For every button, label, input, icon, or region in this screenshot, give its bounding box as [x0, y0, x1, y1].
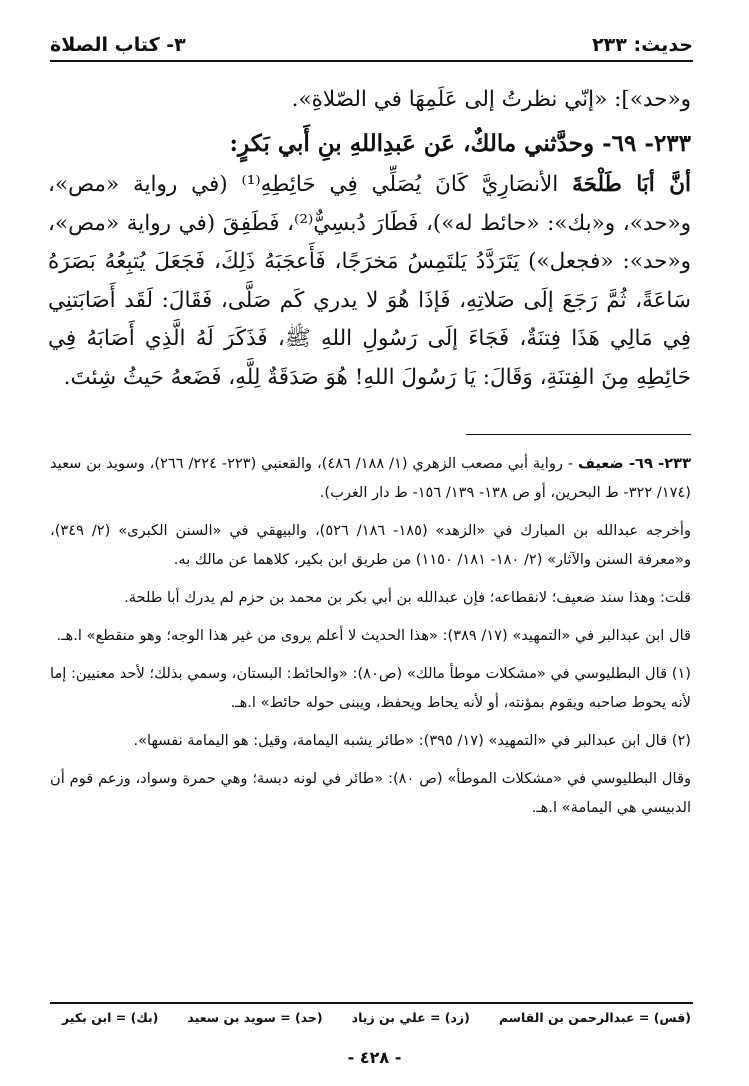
footnote-2: (٢) قال ابن عبدالبر في «التمهيد» (١٧/ ٣٩٥): «طائر يشبه اليمامة، وقيل: هو اليمامة نفسها».	[133, 732, 691, 749]
abbr-zd: (زد) = علي بن زياد	[351, 1010, 470, 1025]
footnote-separator	[466, 434, 691, 435]
hadith-heading: ٢٣٣- ٦٩- وحدَّثني مالكٌ، عَن عَبدِاللهِ بنِ أَبي بَكرٍ:	[229, 130, 691, 157]
intro-line: و«حد»]: «إنّي نظرتُ إلى عَلَمِهَا في الصّلاةِ».	[291, 87, 691, 112]
running-header	[50, 26, 693, 56]
takhrij-body: - رواية أبي مصعب الزهري (١/ ١٨٨/ ٤٨٦)، والقعنبي (٢٢٣- ٢٢٤/ ٢٦٦)، وسويد بن سعيد (١٧٤/ ٣٢٢- ط البحرين، أو ص ١٣٨- ١٣٩/ ١٥٦- ط دار الغرب).	[50, 455, 691, 501]
abbreviations-divider	[50, 1002, 693, 1004]
hadith-text-body: الأنصَارِيَّ كَانَ يُصَلِّي فِي حَائِطِهِ⁽¹⁾ (في رواية «مص»، و«حد»، و«بك»: «حائط له»)، فَطَارَ دُبسِيٌّ⁽²⁾، فَطَفِقَ (في رواية «مص»، و«حد»: «فجعل») يَتَرَدَّدُ يَلتَمِسُ مَخرَجًا، فَأَعجَبَهُ ذَلِكَ، فَجَعَلَ يُتبِعُهُ بَصَرَهُ سَاعَةً، ثُمَّ رَجَعَ إلَى صَلاتِهِ، فَإذَا هُوَ لا يدري كَم صَلَّى، فَقَالَ: لَقَد أَصَابَتنِي فِي مَالِي هَذَا فِتنَةٌ، فَجَاءَ إلَى رَسُولِ اللهِ ﷺ، فَذَكَرَ لَهُ الَّذِي أَصَابَهُ فِي حَائِطِهِ مِنَ الفِتنَةِ، وَقَالَ: يَا رَسُولَ اللهِ! هُوَ صَدَقَةٌ لِلَّهِ، فَضَعهُ حَيثُ شِئتَ.	[48, 172, 691, 390]
takhrij-paragraph	[50, 449, 691, 507]
ibn-abdulbarr-paragraph: قال ابن عبدالبر في «التمهيد» (١٧/ ٣٨٩): «هذا الحديث لا أعلم يروى من غير هذا الوجه؛ وهو منقطع» ا.هـ.	[56, 627, 691, 644]
abbr-hd: (حد) = سويد بن سعيد	[187, 1010, 323, 1025]
hadith-text-lead: أنَّ أبَا طَلْحَةَ	[572, 172, 691, 197]
page-number: - ٤٢٨ -	[347, 1048, 402, 1067]
hadith-main-text	[48, 80, 691, 397]
ikhraj-paragraph: وأخرجه عبدالله بن المبارك في «الزهد» (١٨٥- ١٨٦/ ٥٢٦)، والبيهقي في «السنن الكبرى» (٢/ ٣٤٩)، و«معرفة السنن والآثار» (٢/ ١٨٠- ١٨١/ ١١٥٠) من طريق ابن بكير، كلاهما عن مالك به.	[50, 522, 692, 568]
qultu-paragraph: قلت: وهذا سند ضعيف؛ لانقطاعه؛ فإن عبدالله بن أبي بكر بن محمد بن حزم لم يدرك أبا طلحة.	[124, 589, 691, 606]
takhrij-lead: ٢٣٣- ٦٩- ضعيف	[577, 455, 691, 472]
abbreviations-legend	[62, 1010, 691, 1025]
abbr-qs: (قس) = عبدالرحمن بن القاسم	[498, 1010, 691, 1025]
abbr-bk: (بك) = ابن بكير	[62, 1010, 159, 1025]
footnotes	[50, 449, 691, 831]
header-divider	[50, 60, 693, 62]
book-chapter-title: ٣- كتاب الصلاة	[50, 34, 186, 56]
footnote-1: (١) قال البطليوسي في «مشكلات موطأ مالك» (ص٨٠): «والحائط: البستان، وسمي بذلك؛ لأحد معنيين: إما لأنه يحوط صاحبه ويقوم بمؤنته، أو لأنه يحاط ويحفظ، ويبنى حوله حائط» ا.هـ.	[50, 665, 691, 711]
footnote-2-continuation: وقال البطليوسي في «مشكلات الموطأ» (ص ٨٠): «طائر في لونه دبسة؛ وهي حمرة وسواد، وزعم قوم أن الدبيسي هي اليمامة» ا.هـ.	[50, 770, 691, 816]
hadith-number-label: حديث: ٢٣٣	[592, 34, 693, 56]
hadith-text	[48, 166, 691, 397]
